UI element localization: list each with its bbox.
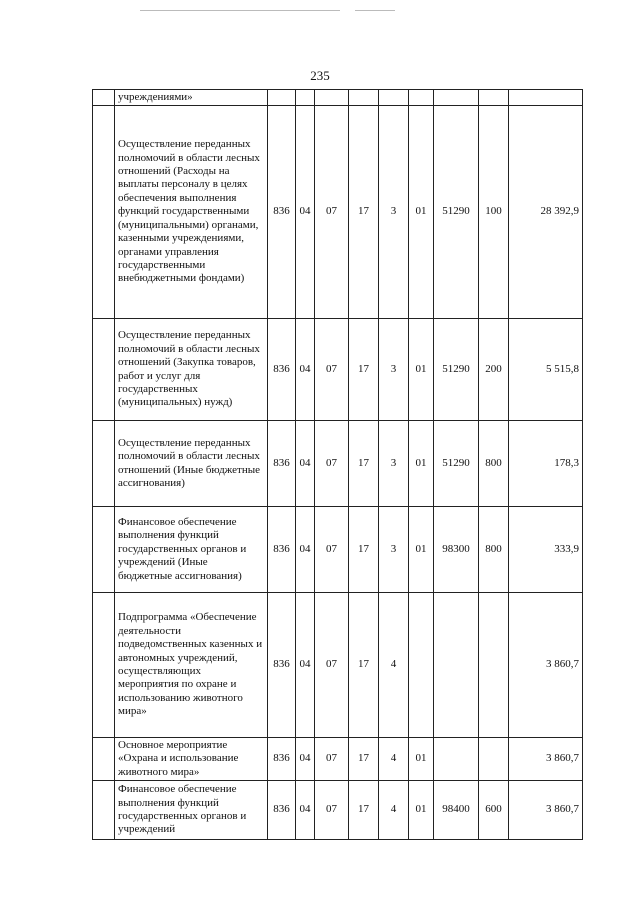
section-code: 04 [296, 593, 315, 738]
blank-cell [93, 507, 115, 593]
expense-name: учреждениями» [115, 90, 268, 106]
main-activity-code: 01 [409, 421, 434, 507]
subprogram-code: 4 [379, 593, 409, 738]
program-code: 17 [349, 738, 379, 781]
main-activity-code: 01 [409, 106, 434, 319]
main-activity-code: 01 [409, 319, 434, 421]
expense-direction-code: 51290 [434, 421, 479, 507]
subsection-code: 07 [315, 106, 349, 319]
subprogram-code [379, 90, 409, 106]
subsection-code: 07 [315, 421, 349, 507]
expense-type-code [479, 593, 509, 738]
amount: 3 860,7 [509, 593, 583, 738]
table-row [93, 507, 583, 593]
ministry-code: 836 [268, 106, 296, 319]
expense-name: Осуществление переданных полномочий в области лесных отношений (Иные бюджетные ассигнования) [115, 421, 268, 507]
subsection-code: 07 [315, 593, 349, 738]
expense-type-code [479, 90, 509, 106]
scan-artifact [355, 10, 395, 11]
expense-direction-code [434, 593, 479, 738]
program-code: 17 [349, 319, 379, 421]
subprogram-code: 3 [379, 421, 409, 507]
expense-type-code: 600 [479, 781, 509, 840]
page-number: 235 [310, 68, 330, 83]
expense-name: Основное мероприятие «Охрана и использование животного мира» [115, 738, 268, 781]
program-code: 17 [349, 421, 379, 507]
program-code: 17 [349, 106, 379, 319]
subprogram-code: 4 [379, 738, 409, 781]
blank-cell [93, 421, 115, 507]
ministry-code [268, 90, 296, 106]
main-activity-code [409, 90, 434, 106]
expense-type-code: 800 [479, 421, 509, 507]
ministry-code: 836 [268, 593, 296, 738]
section-code: 04 [296, 781, 315, 840]
table-row [93, 106, 583, 319]
amount: 28 392,9 [509, 106, 583, 319]
expense-name: Финансовое обеспечение выполнения функций государственных органов и учреждений (Иные бюджетные ассигнования) [115, 507, 268, 593]
section-code [296, 90, 315, 106]
amount: 5 515,8 [509, 319, 583, 421]
expense-direction-code [434, 90, 479, 106]
program-code: 17 [349, 507, 379, 593]
budget-table [92, 89, 583, 840]
amount [509, 90, 583, 106]
subprogram-code: 3 [379, 106, 409, 319]
expense-direction-code: 51290 [434, 319, 479, 421]
program-code: 17 [349, 593, 379, 738]
program-code [349, 90, 379, 106]
program-code: 17 [349, 781, 379, 840]
subsection-code: 07 [315, 319, 349, 421]
subsection-code [315, 90, 349, 106]
blank-cell [93, 781, 115, 840]
amount: 333,9 [509, 507, 583, 593]
expense-direction-code: 98400 [434, 781, 479, 840]
blank-cell [93, 90, 115, 106]
blank-cell [93, 738, 115, 781]
section-code: 04 [296, 507, 315, 593]
expense-direction-code [434, 738, 479, 781]
ministry-code: 836 [268, 507, 296, 593]
subprogram-code: 4 [379, 781, 409, 840]
main-activity-code: 01 [409, 781, 434, 840]
main-activity-code: 01 [409, 507, 434, 593]
expense-name: Финансовое обеспечение выполнения функций государственных органов и учреждений [115, 781, 268, 840]
subsection-code: 07 [315, 781, 349, 840]
table-row [93, 738, 583, 781]
amount: 3 860,7 [509, 738, 583, 781]
subsection-code: 07 [315, 738, 349, 781]
ministry-code: 836 [268, 421, 296, 507]
section-code: 04 [296, 421, 315, 507]
expense-type-code: 100 [479, 106, 509, 319]
table-row [93, 781, 583, 840]
main-activity-code: 01 [409, 738, 434, 781]
subsection-code: 07 [315, 507, 349, 593]
section-code: 04 [296, 738, 315, 781]
amount: 178,3 [509, 421, 583, 507]
expense-direction-code: 51290 [434, 106, 479, 319]
blank-cell [93, 593, 115, 738]
expense-direction-code: 98300 [434, 507, 479, 593]
blank-cell [93, 319, 115, 421]
expense-name: Осуществление переданных полномочий в области лесных отношений (Закупка товаров, работ и услуг для государственных (муниципальных) нужд) [115, 319, 268, 421]
scan-artifact [140, 10, 340, 11]
section-code: 04 [296, 106, 315, 319]
expense-name: Осуществление переданных полномочий в области лесных отношений (Расходы на выплаты персоналу в целях обеспечения выполнения функций государственными (муниципальными) органами, казенными учреждениями, органами управления государственными внебюджетными фондами) [115, 106, 268, 319]
main-activity-code [409, 593, 434, 738]
section-code: 04 [296, 319, 315, 421]
ministry-code: 836 [268, 781, 296, 840]
ministry-code: 836 [268, 319, 296, 421]
ministry-code: 836 [268, 738, 296, 781]
amount: 3 860,7 [509, 781, 583, 840]
table-row [93, 593, 583, 738]
expense-type-code [479, 738, 509, 781]
expense-type-code: 200 [479, 319, 509, 421]
expense-name: Подпрограмма «Обеспечение деятельности подведомственных казенных и автономных учреждений, осуществляющих мероприятия по охране и использованию животного мира» [115, 593, 268, 738]
table-row [93, 421, 583, 507]
subprogram-code: 3 [379, 319, 409, 421]
blank-cell [93, 106, 115, 319]
table-row [93, 319, 583, 421]
subprogram-code: 3 [379, 507, 409, 593]
table-row [93, 90, 583, 106]
expense-type-code: 800 [479, 507, 509, 593]
